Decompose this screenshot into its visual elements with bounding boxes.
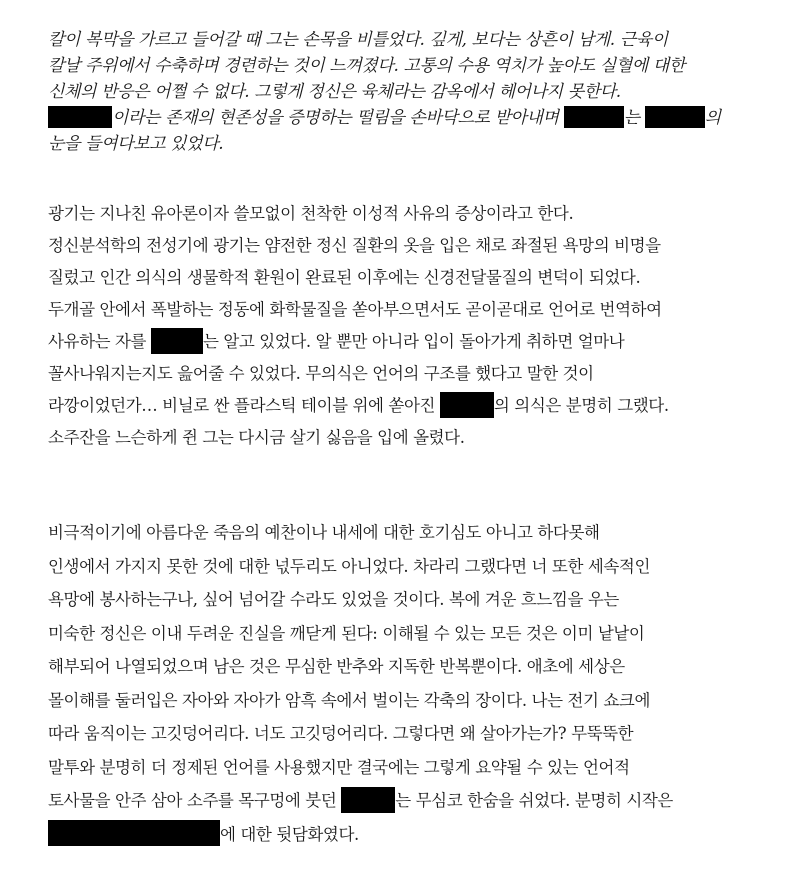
text-segment: 사유하는 자를: [48, 332, 147, 351]
text-line: 두개골 안에서 폭발하는 정동에 화학물질을 쏟아부으면서도 곧이곧대로 언어로 번역하여: [48, 300, 662, 319]
text-line: [48, 326, 778, 358]
redaction-block: [440, 392, 494, 418]
text-line: 눈을 들여다보고 있었다.: [48, 134, 224, 154]
text-line: 인생에서 가지지 못한 것에 대한 넋두리도 아니었다. 차라리 그랬다면 너 또한 세속적인: [48, 556, 651, 576]
text-line: 광기는 지나친 유아론이자 쓸모없이 천착한 이성적 사유의 증상이라고 한다.: [48, 204, 574, 223]
text-segment: 는 무심코 한숨을 쉬었다. 분명히 시작은: [395, 791, 673, 810]
body-paragraph: [48, 516, 778, 851]
text-segment: 라깡이었던가… 비닐로 싼 플라스틱 테이블 위에 쏟아진: [48, 396, 436, 415]
text-line: 미숙한 정신은 이내 두려운 진실을 깨닫게 된다: 이해될 수 있는 모든 것은 이미 낱낱이: [48, 623, 645, 643]
redaction-block: [341, 787, 395, 813]
text-line: 따라 움직이는 고깃덩어리다. 너도 고깃덩어리다. 그렇다면 왜 살아가는가? 무뚝뚝한: [48, 724, 634, 743]
text-line: [48, 784, 778, 818]
text-segment: 는: [623, 108, 640, 128]
text-line: 정신분석학의 전성기에 광기는 얌전한 정신 질환의 옷을 입은 채로 좌절된 욕망의 비명을: [48, 236, 661, 255]
redaction-block: [645, 106, 705, 128]
body-paragraph: [48, 198, 778, 454]
text-line: 칼날 주위에서 수축하며 경련하는 것이 느껴졌다. 고통의 수용 역치가 높아도 실혈에 대한: [48, 56, 685, 76]
redaction-block: [48, 106, 112, 128]
italic-paragraph: [48, 27, 778, 157]
text-line: 말투와 분명히 더 정제된 언어를 사용했지만 결국에는 그렇게 요약될 수 있는 언어적: [48, 757, 630, 777]
text-line: 욕망에 봉사하는구나, 싶어 넘어갈 수라도 있었을 것이다. 복에 겨운 흐느낌을 우는: [48, 590, 619, 609]
redaction-block: [564, 106, 624, 128]
text-line: 몰이해를 둘러입은 자아와 자아가 암흑 속에서 벌이는 각축의 장이다. 나는 전기 쇼크에: [48, 690, 651, 710]
text-segment: 토사물을 안주 삼아 소주를 목구멍에 붓던: [48, 791, 337, 810]
text-segment: 이라는 존재의 현존성을 증명하는 떨림을 손바닥으로 받아내며: [112, 108, 559, 128]
text-segment: 의 의식은 분명히 그랬다.: [493, 396, 669, 415]
text-line: 해부되어 나열되었으며 남은 것은 무심한 반추와 지독한 반복뿐이다. 애초에 세상은: [48, 657, 625, 676]
text-line: [48, 818, 778, 852]
text-line: 질렀고 인간 의식의 생물학적 환원이 완료된 이후에는 신경전달물질의 변덕이 되었다.: [48, 268, 641, 287]
redaction-block: [151, 328, 203, 354]
text-line: [48, 105, 778, 131]
text-line: [48, 390, 778, 422]
text-line: 비극적이기에 아름다운 죽음의 예찬이나 내세에 대한 호기심도 아니고 하다못해: [48, 523, 600, 542]
text-line: 꼴사나워지는지도 읊어줄 수 있었다. 무의식은 언어의 구조를 했다고 말한 것이: [48, 364, 594, 383]
text-line: 신체의 반응은 어쩔 수 없다. 그렇게 정신은 육체라는 감옥에서 헤어나지 못한다.: [48, 82, 621, 102]
text-segment: 의: [704, 108, 721, 128]
text-segment: 는 알고 있었다. 알 뿐만 아니라 입이 돌아가게 취하면 얼마나: [202, 332, 625, 351]
text-line: 칼이 복막을 가르고 들어갈 때 그는 손목을 비틀었다. 깊게, 보다는 상흔이 남게. 근육이: [48, 30, 668, 50]
text-line: 소주잔을 느슨하게 쥔 그는 다시금 살기 싫음을 입에 올렸다.: [48, 428, 465, 447]
text-segment: 에 대한 뒷담화였다.: [220, 824, 359, 844]
redaction-block: [48, 820, 220, 846]
